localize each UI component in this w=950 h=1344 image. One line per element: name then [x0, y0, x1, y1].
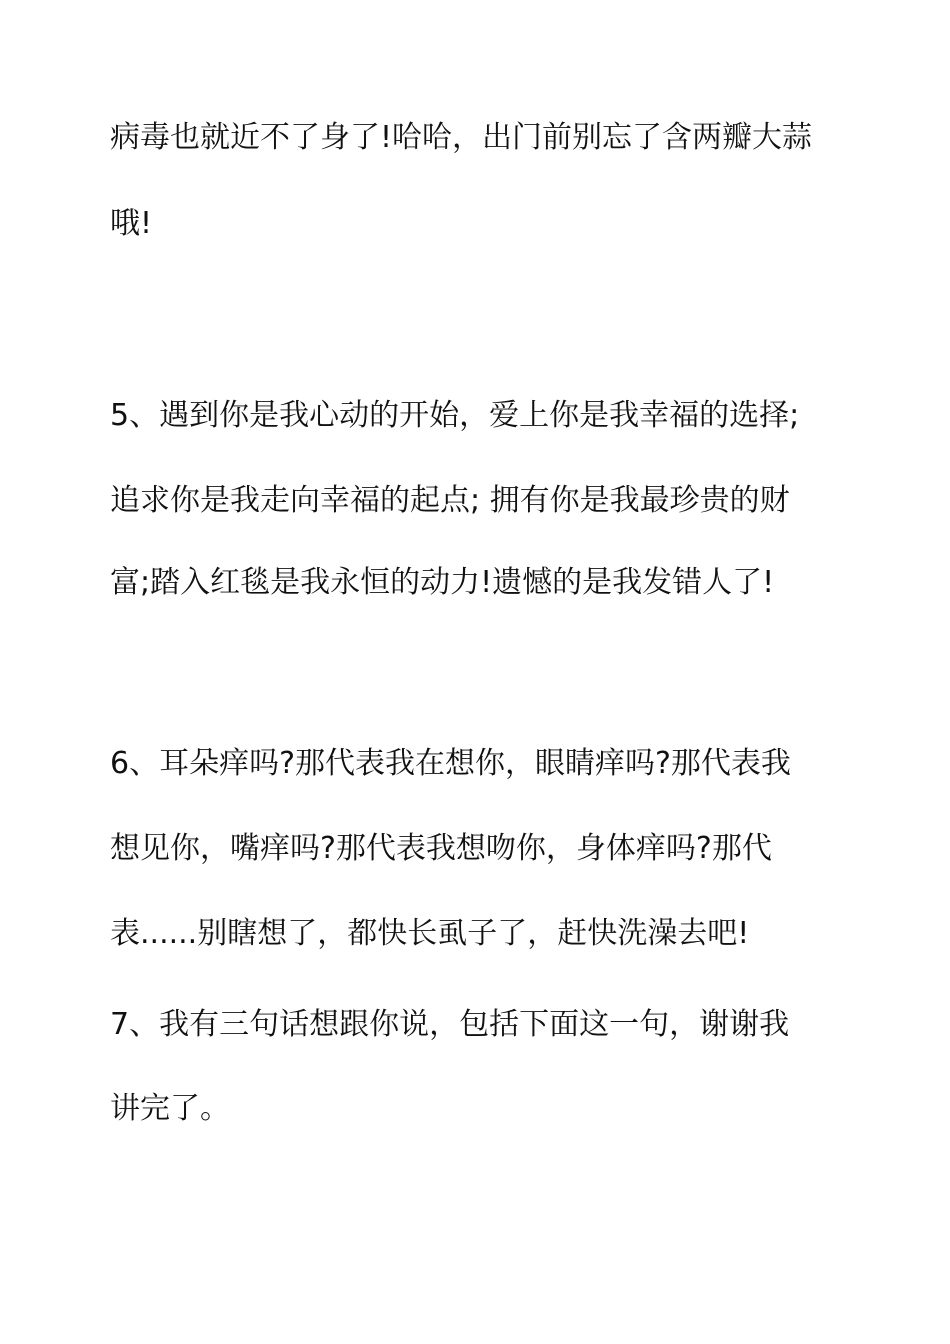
text-line: 病毒也就近不了身了!哈哈，出门前别忘了含两瓣大蒜: [110, 120, 813, 155]
text-line: 7、我有三句话想跟你说，包括下面这一句，谢谢我: [110, 1007, 790, 1042]
text-line: 表......别瞎想了，都快长虱子了，赶快洗澡去吧!: [110, 916, 750, 951]
text-line: 富;踏入红毯是我永恒的动力!遗憾的是我发错人了!: [110, 565, 775, 600]
text-line: 讲完了。: [110, 1091, 230, 1126]
text-line: 想见你，嘴痒吗?那代表我想吻你，身体痒吗?那代: [110, 831, 772, 866]
text-line: 追求你是我走向幸福的起点; 拥有你是我最珍贵的财: [110, 483, 790, 518]
text-line: 哦!: [110, 206, 153, 241]
text-line: 6、耳朵痒吗?那代表我在想你，眼睛痒吗?那代表我: [110, 746, 791, 781]
text-line: 5、遇到你是我心动的开始，爱上你是我幸福的选择;: [110, 398, 800, 433]
